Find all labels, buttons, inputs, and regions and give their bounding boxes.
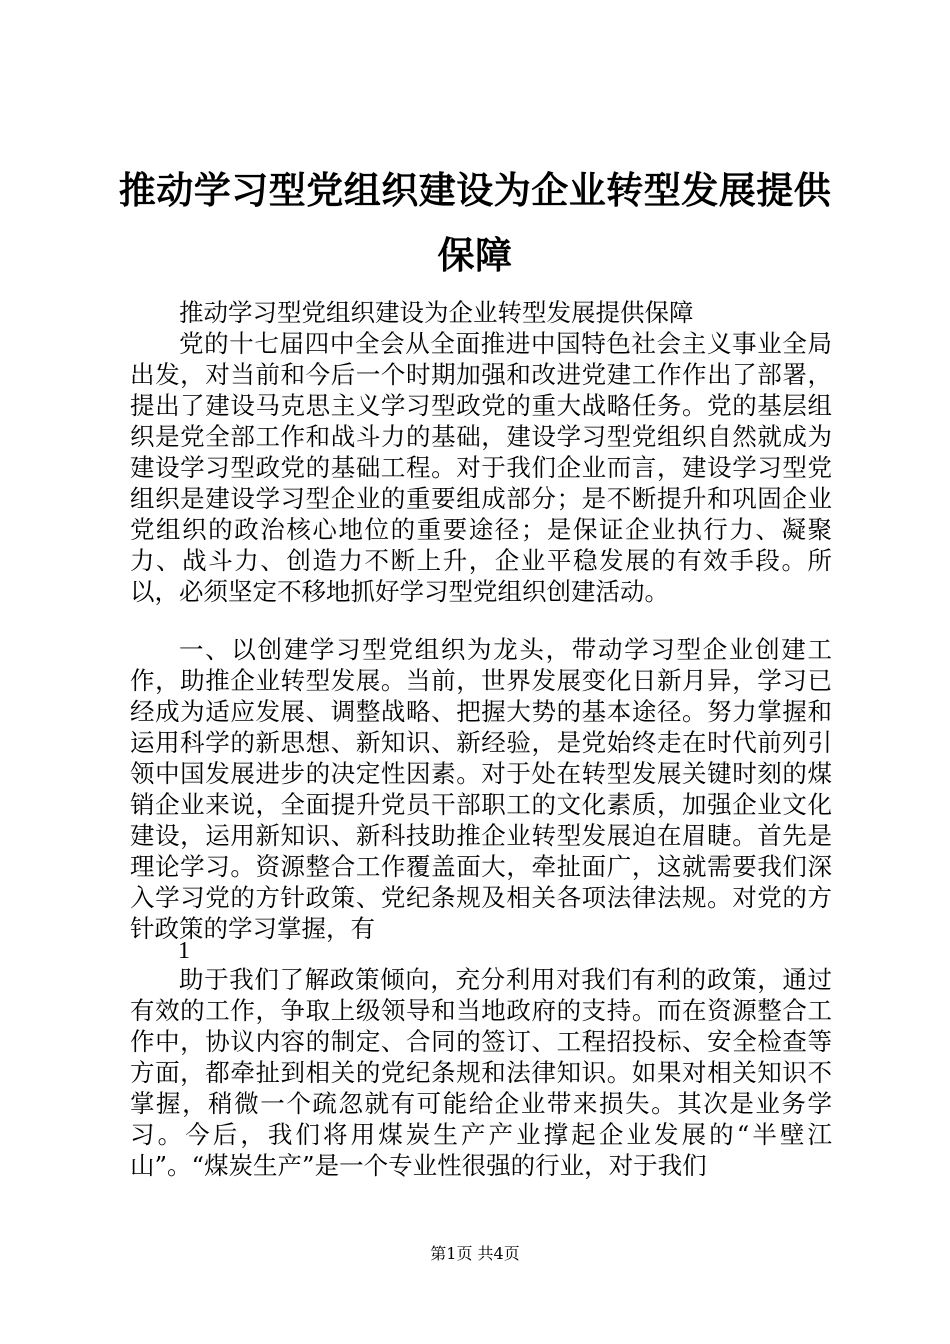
page-footer: 第1页 共4页 xyxy=(430,1244,520,1263)
body-paragraph: 党的十七届四中全会从全面推进中国特色社会主义事业全局出发，对当前和今后一个时期加强和改进党建工作作出了部署，提出了建设马克思主义学习型政党的重大战略任务。党的基层组织是党全部工作和战斗力的基础，建设学习型党组织自然就成为建设学习型政党的基础工程。对于我们企业而言，建设学习型党组织是建设学习型企业的重要组成部分；是不断提升和巩固企业党组织的政治核心地位的重要途径；是保证企业执行力、凝聚力、战斗力、创造力不断上升，企业平稳发展的有效手段。所以，必须坚定不移地抓好学习型党组织创建活动。 xyxy=(130,329,832,606)
text-block xyxy=(130,634,832,944)
body-paragraph: 助于我们了解政策倾向，充分利用对我们有利的政策，通过有效的工作，争取上级领导和当地政府的支持。而在资源整合工作中，协议内容的制定、合同的签订、工程招投标、安全检查等方面，都牵扯到相关的党纪条规和法律知识。如果对相关知识不掌握，稍微一个疏忽就有可能给企业带来损失。其次是业务学习。今后，我们将用煤炭生产产业撑起企业发展的“半壁江山”。“煤炭生产”是一个专业性很强的行业，对于我们 xyxy=(130,965,832,1180)
document-title: 推动学习型党组织建设为企业转型发展提供保障 xyxy=(118,168,832,277)
body-paragraph: 一、以创建学习型党组织为龙头，带动学习型企业创建工作，助推企业转型发展。当前，世界发展变化日新月异，学习已经成为适应发展、调整战略、把握大势的基本途径。努力掌握和运用科学的新思想、新知识、新经验，是党始终走在时代前列引领中国发展进步的决定性因素。对于处在转型发展关键时刻的煤销企业来说，全面提升党员干部职工的文化素质，加强企业文化建设，运用新知识、新科技助推企业转型发展迫在眉睫。首先是理论学习。资源整合工作覆盖面大，牵扯面广，这就需要我们深入学习党的方针政策、党纪条规及相关各项法律法规。对党的方针政策的学习掌握，有 xyxy=(130,635,832,943)
page-break-marker: 1 xyxy=(178,938,190,964)
text-block xyxy=(130,297,832,607)
subtitle-paragraph: 推动学习型党组织建设为企业转型发展提供保障 xyxy=(179,298,694,327)
text-block xyxy=(130,964,832,1181)
